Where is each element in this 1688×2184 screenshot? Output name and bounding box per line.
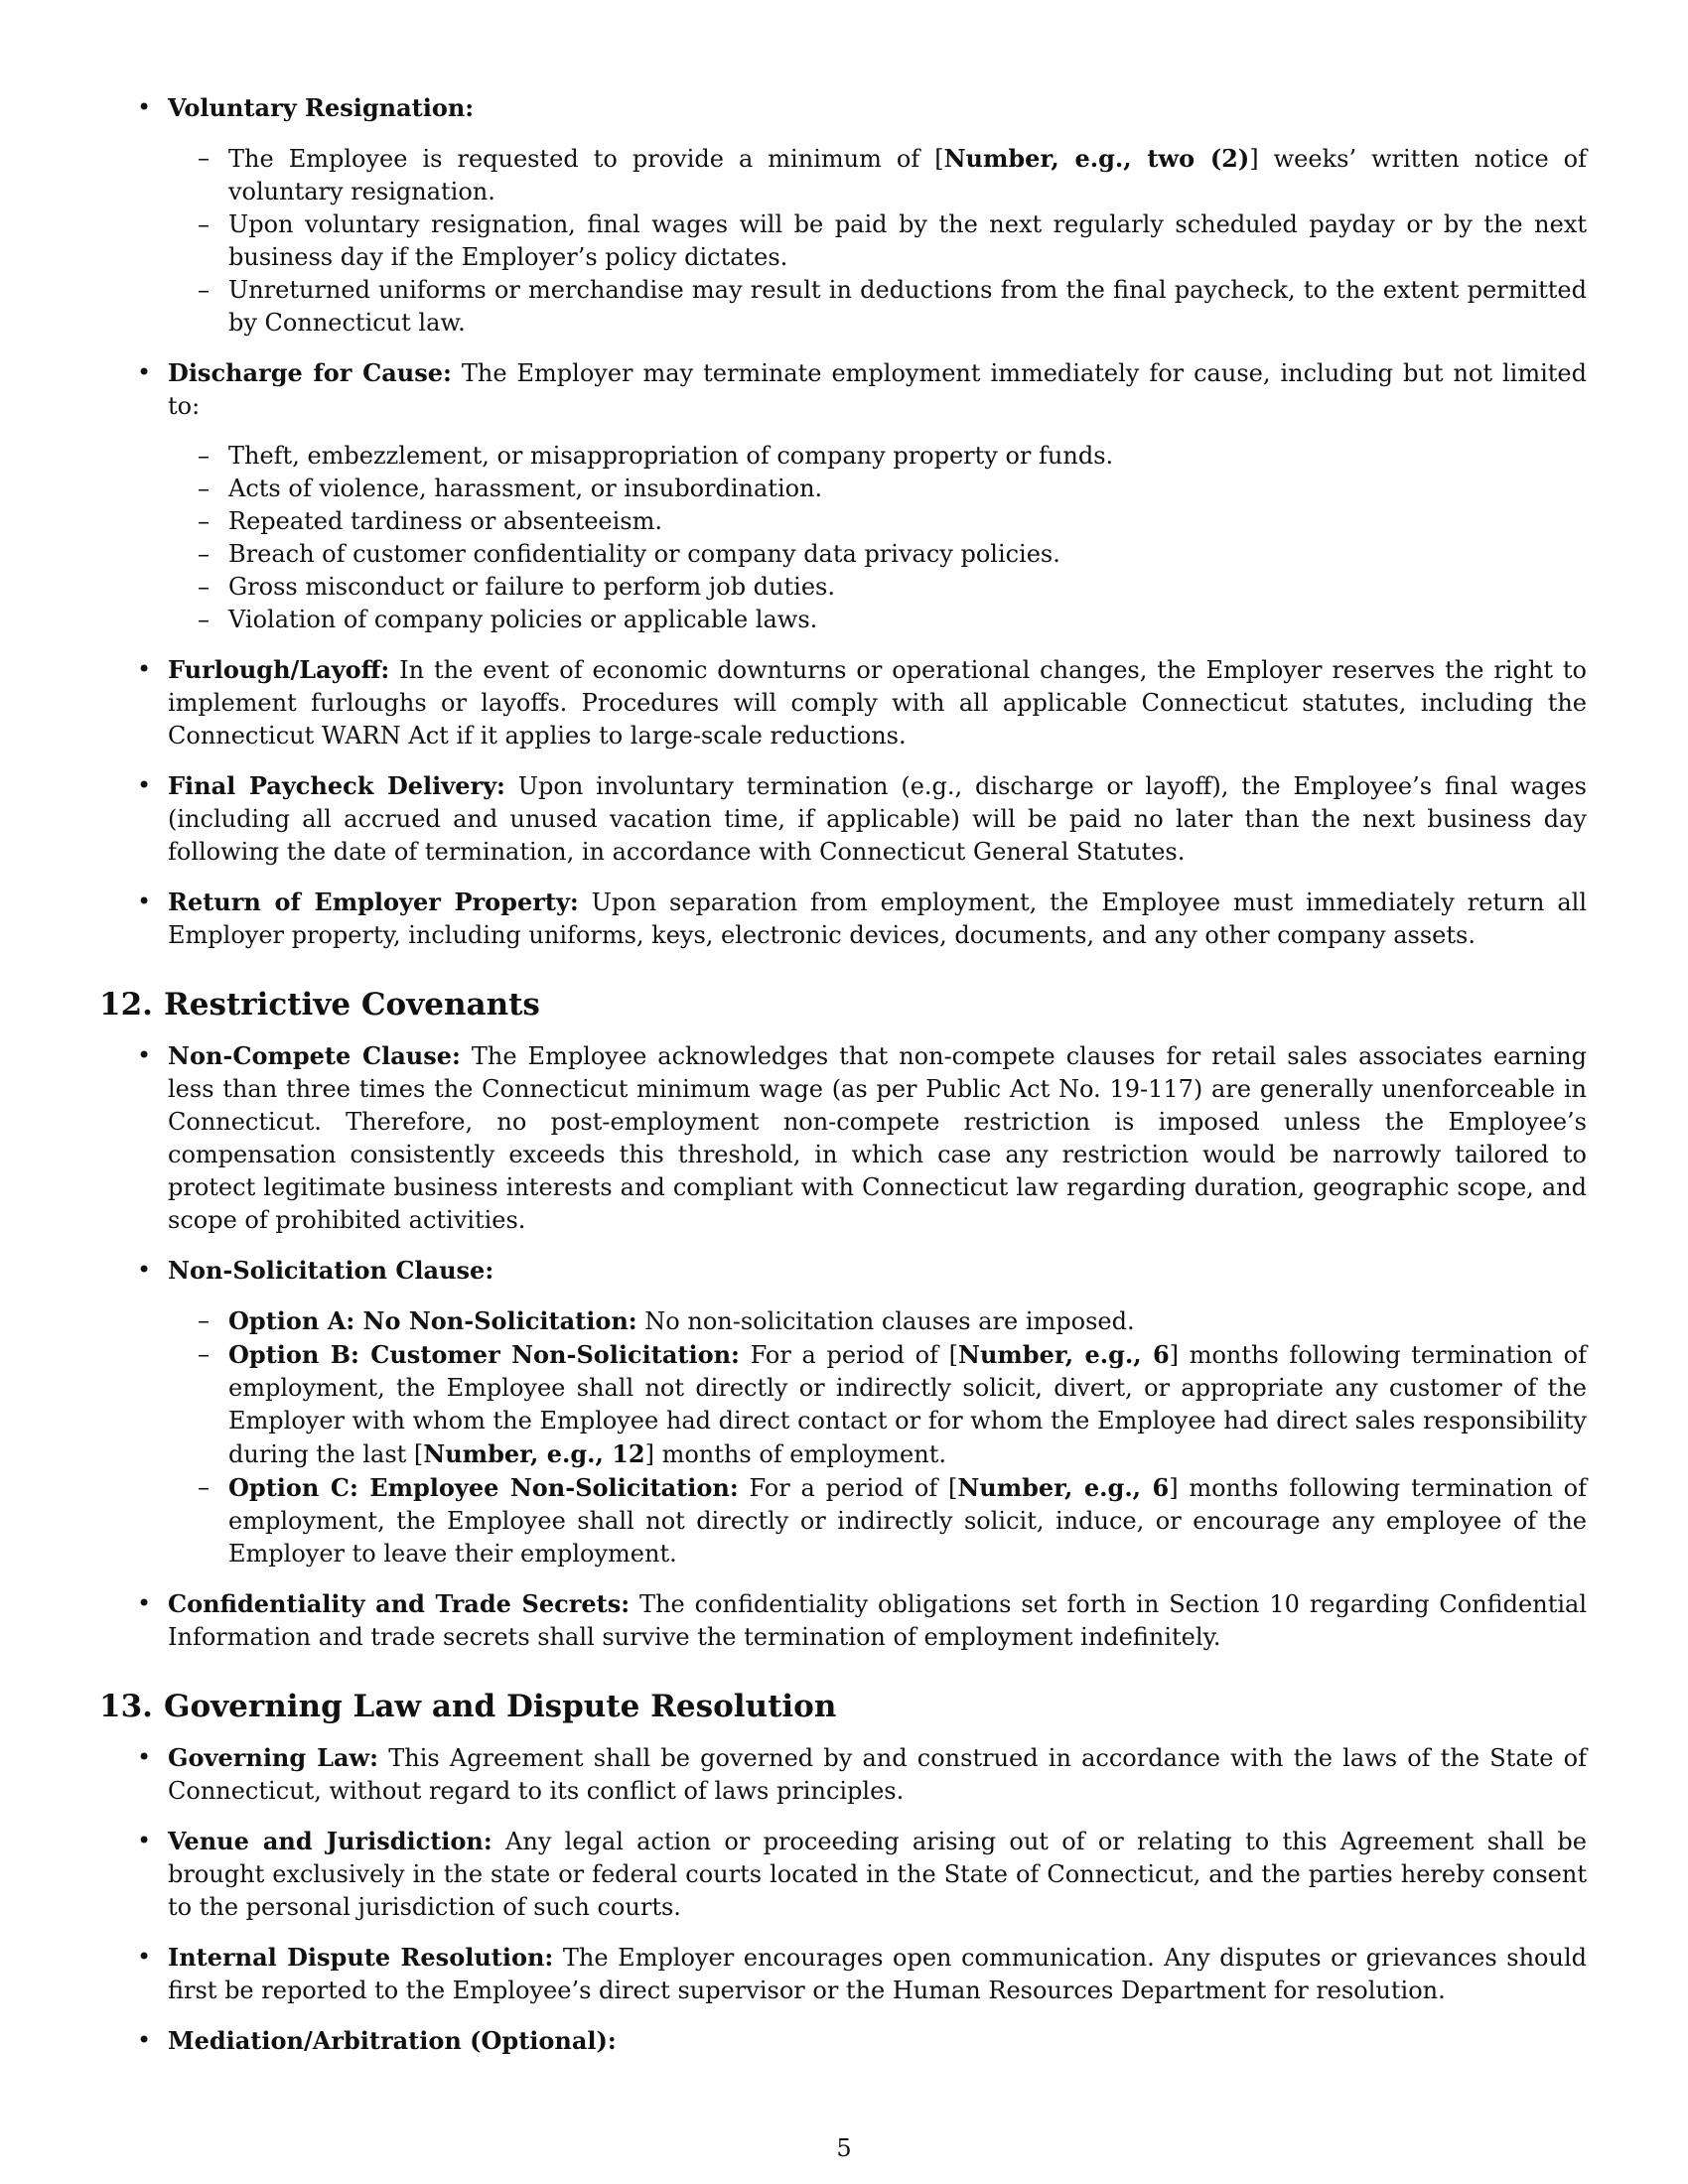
confidentiality-label: Confidentiality and Trade Secrets: bbox=[168, 1589, 631, 1618]
return-property-label: Return of Employer Property: bbox=[168, 887, 579, 916]
option-label: Option A: No Non-Solicitation: bbox=[228, 1306, 637, 1335]
bullet-return-property bbox=[99, 886, 1587, 952]
section-13-heading bbox=[99, 1687, 1587, 1726]
venue-label: Venue and Jurisdiction: bbox=[168, 1827, 492, 1855]
text-run: ] months following termination of employment, the Employee shall not directly or indirectly solicit, induce, or encourage any employee of the Employer to leave their employment. bbox=[228, 1474, 1587, 1568]
option-label: Option C: Employee Non-Solicitation: bbox=[228, 1473, 739, 1502]
bullet-confidentiality bbox=[99, 1587, 1587, 1654]
voluntary-resignation-label: Voluntary Resignation: bbox=[168, 93, 475, 122]
sub-item: – Theft, embezzlement, or misappropriation of company property or funds. bbox=[168, 440, 1587, 473]
option-b bbox=[168, 1338, 1587, 1471]
internal-dispute-label: Internal Dispute Resolution: bbox=[168, 1943, 554, 1972]
section-12-heading bbox=[99, 985, 1587, 1024]
text-run: ] months of employment. bbox=[644, 1440, 946, 1468]
option-text: No non-solicitation clauses are imposed. bbox=[644, 1307, 1135, 1335]
sub-item: – Gross misconduct or failure to perform job duties. bbox=[168, 571, 1587, 604]
placeholder-text: Number, e.g., 6 bbox=[957, 1473, 1170, 1502]
return-property-text: Upon separation from employment, the Employee must immediately return all Employer property, including uniforms, keys, electronic devices, documents, and any other company assets. bbox=[168, 888, 1587, 949]
page-number: 5 bbox=[836, 2134, 852, 2162]
non-compete-text: The Employee acknowledges that non-compete clauses for retail sales associates earning less than three times the Connecticut minimum wage (as per Public Act No. 19-117) are generally unenforceable in Connecticut. Therefore, no post-employment non-compete restriction is imposed unless the Employee’s compensation consistently exceeds this threshold, in which case any restriction would be narrowly tailored to protect legitimate business interests and compliant with Connecticut law regarding duration, geographic scope, and scope of prohibited activities. bbox=[168, 1042, 1587, 1234]
section-12-list bbox=[99, 1039, 1587, 1654]
placeholder-text: Number, e.g., two (2) bbox=[943, 144, 1250, 173]
voluntary-resignation-sublist bbox=[168, 142, 1587, 340]
discharge-text: The Employer may terminate employment immediately for cause, including but not limited to: bbox=[168, 359, 1587, 420]
text-run: The Employee is requested to provide a minimum of [ bbox=[228, 145, 944, 173]
option-label: Option B: Customer Non-Solicitation: bbox=[228, 1340, 740, 1369]
bullet-final-paycheck bbox=[99, 769, 1587, 869]
governing-law-text: This Agreement shall be governed by and construed in accordance with the laws of the State of Connecticut, without regard to its conflict of laws principles. bbox=[168, 1744, 1588, 1805]
section-title: Restrictive Covenants bbox=[164, 987, 540, 1023]
mediation-label: Mediation/Arbitration (Optional): bbox=[168, 2026, 617, 2055]
furlough-text: In the event of economic downturns or operational changes, the Employer reserves the right to implement furloughs or layoffs. Procedures will comply with all applicable Connecticut statutes, including the Connecticut WARN Act if it applies to large-scale reductions. bbox=[168, 656, 1587, 750]
discharge-sublist bbox=[168, 440, 1587, 636]
section-number: 13. bbox=[99, 1689, 153, 1724]
bullet-internal-dispute bbox=[99, 1941, 1587, 2007]
text-run: ] weeks’ written notice of voluntary resignation. bbox=[228, 145, 1588, 205]
internal-dispute-text: The Employer encourages open communication. Any disputes or grievances should first be reported to the Employee’s direct supervisor or the Human Resources Department for resolution. bbox=[168, 1944, 1588, 2004]
bullet-mediation-arbitration bbox=[99, 2024, 1587, 2058]
sub-item: – Unreturned uniforms or merchandise may result in deductions from the final paycheck, to the extent permitted by Connecticut law. bbox=[168, 274, 1587, 340]
section-number: 12. bbox=[99, 987, 153, 1023]
text-run: ] months following termination of employment, the Employee shall not directly or indirectly solicit, divert, or appropriate any customer of the Employer with whom the Employee had direct contact or for whom the Employee had direct sales responsibility during the last [ bbox=[228, 1341, 1587, 1468]
placeholder-text: Number, e.g., 6 bbox=[958, 1340, 1170, 1369]
text-run: For a period of [ bbox=[749, 1474, 958, 1502]
venue-text: Any legal action or proceeding arising out of or relating to this Agreement shall be brought exclusively in the state or federal courts located in the State of Connecticut, and the parties hereby consent to the personal jurisdiction of such courts. bbox=[168, 1828, 1587, 1921]
section-title: Governing Law and Dispute Resolution bbox=[164, 1689, 837, 1724]
section-11-continued-list bbox=[99, 91, 1587, 952]
sub-item: – Breach of customer confidentiality or company data privacy policies. bbox=[168, 538, 1587, 571]
sub-item bbox=[168, 142, 1587, 208]
governing-law-label: Governing Law: bbox=[168, 1743, 379, 1772]
text-run: For a period of [ bbox=[750, 1341, 958, 1369]
sub-item: – Acts of violence, harassment, or insubordination. bbox=[168, 473, 1587, 505]
non-solicitation-sublist bbox=[168, 1304, 1587, 1570]
sub-item: – Upon voluntary resignation, final wages will be paid by the next regularly scheduled payday or by the next business day if the Employer’s policy dictates. bbox=[168, 208, 1587, 274]
non-compete-label: Non-Compete Clause: bbox=[168, 1041, 461, 1070]
bullet-governing-law bbox=[99, 1741, 1587, 1808]
bullet-furlough-layoff bbox=[99, 653, 1587, 752]
discharge-label: Discharge for Cause: bbox=[168, 358, 452, 387]
document-page bbox=[99, 91, 1587, 2075]
sub-item: – Repeated tardiness or absenteeism. bbox=[168, 505, 1587, 538]
bullet-discharge-for-cause bbox=[99, 356, 1587, 636]
sub-item: – Violation of company policies or applicable laws. bbox=[168, 604, 1587, 636]
confidentiality-text: The confidentiality obligations set forth in Section 10 regarding Confidential Information and trade secrets shall survive the termination of employment indefinitely. bbox=[168, 1590, 1588, 1651]
final-paycheck-label: Final Paycheck Delivery: bbox=[168, 771, 505, 800]
option-a bbox=[168, 1304, 1587, 1338]
section-13-list bbox=[99, 1741, 1587, 2058]
bullet-voluntary-resignation bbox=[99, 91, 1587, 340]
option-c bbox=[168, 1471, 1587, 1570]
bullet-non-solicitation bbox=[99, 1254, 1587, 1570]
final-paycheck-text: Upon involuntary termination (e.g., discharge or layoff), the Employee’s final wages (including all accrued and unused vacation time, if applicable) will be paid no later than the next business day following the date of termination, in accordance with Connecticut General Statutes. bbox=[168, 772, 1587, 866]
placeholder-text: Number, e.g., 12 bbox=[423, 1439, 645, 1468]
bullet-non-compete bbox=[99, 1039, 1587, 1237]
furlough-label: Furlough/Layoff: bbox=[168, 655, 390, 684]
bullet-venue-jurisdiction bbox=[99, 1825, 1587, 1924]
non-solicitation-label: Non-Solicitation Clause: bbox=[168, 1256, 494, 1285]
